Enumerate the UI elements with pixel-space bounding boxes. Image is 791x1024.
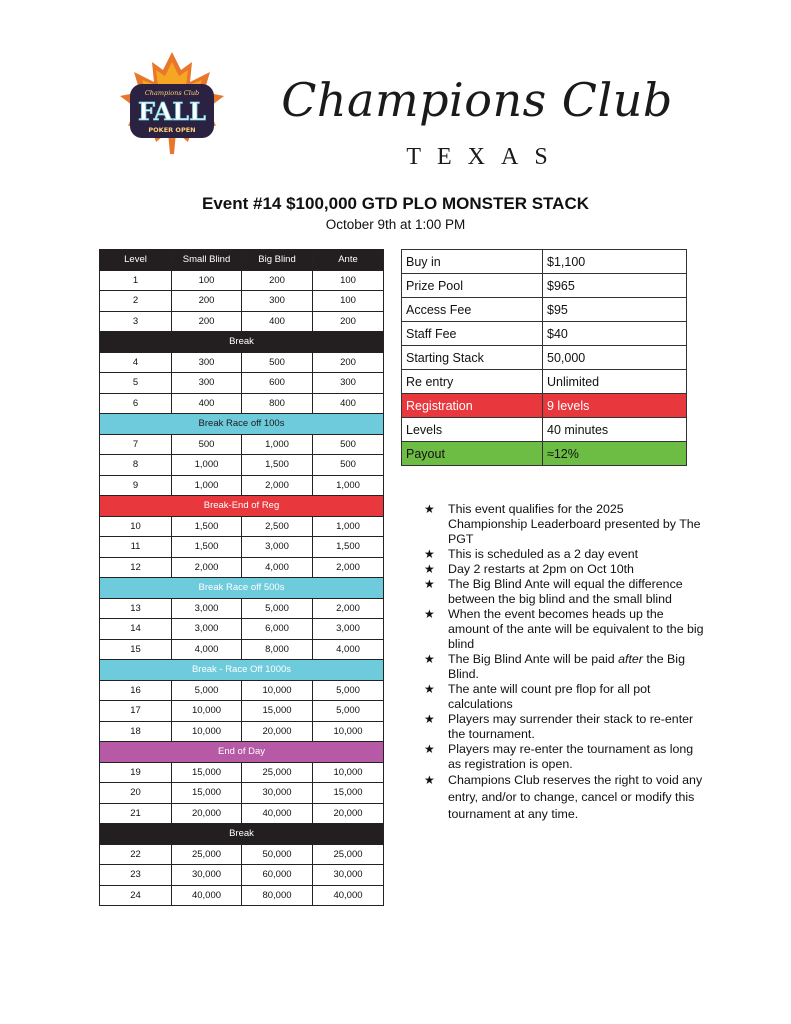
level-row <box>100 721 384 742</box>
big-blind-cell: 80,000 <box>242 885 313 906</box>
level-row <box>100 803 384 824</box>
level-cell: 11 <box>100 537 172 558</box>
note-text: This event qualifies for the 2025 Championship Leaderboard presented by The PGT <box>448 502 701 546</box>
logo-main-text: FALL <box>137 97 207 126</box>
small-blind-cell: 100 <box>172 270 242 291</box>
star-icon: ★ <box>424 502 435 516</box>
note-text: Champions Club reserves the right to void any entry, and/or to change, cancel or modify this tournament at any time. <box>448 773 703 821</box>
big-blind-cell: 300 <box>242 291 313 312</box>
level-cell: 19 <box>100 762 172 783</box>
big-blind-cell: 800 <box>242 393 313 414</box>
info-value: 40 minutes <box>543 418 687 442</box>
header-ante: Ante <box>313 250 384 271</box>
note-text-before: The Big Blind Ante will be paid <box>448 652 619 666</box>
ante-cell: 1,500 <box>313 537 384 558</box>
note-text-em: after <box>618 652 643 666</box>
level-row <box>100 885 384 906</box>
small-blind-cell: 500 <box>172 434 242 455</box>
level-cell: 2 <box>100 291 172 312</box>
note-text-after: the Big Blind. <box>448 652 685 681</box>
brand-name: Champions Club <box>281 73 673 127</box>
info-row <box>402 322 687 346</box>
level-row <box>100 865 384 886</box>
ante-cell: 25,000 <box>313 844 384 865</box>
info-key: Staff Fee <box>402 322 543 346</box>
info-row <box>402 274 687 298</box>
break-row <box>100 578 384 599</box>
brand-header <box>262 70 692 171</box>
star-icon: ★ <box>424 682 435 696</box>
break-row <box>100 496 384 517</box>
level-row <box>100 598 384 619</box>
big-blind-cell: 60,000 <box>242 865 313 886</box>
info-key: Access Fee <box>402 298 543 322</box>
big-blind-cell: 20,000 <box>242 721 313 742</box>
level-cell: 7 <box>100 434 172 455</box>
break-label: Break <box>100 332 384 353</box>
big-blind-cell: 6,000 <box>242 619 313 640</box>
note-item <box>424 577 704 607</box>
info-value: 50,000 <box>543 346 687 370</box>
small-blind-cell: 30,000 <box>172 865 242 886</box>
level-row <box>100 393 384 414</box>
level-cell: 9 <box>100 475 172 496</box>
star-icon: ★ <box>424 773 435 787</box>
ante-cell: 4,000 <box>313 639 384 660</box>
info-value: $95 <box>543 298 687 322</box>
level-cell: 20 <box>100 783 172 804</box>
small-blind-cell: 10,000 <box>172 701 242 722</box>
event-title: Event #14 $100,000 GTD PLO MONSTER STACK <box>201 194 590 213</box>
small-blind-cell: 200 <box>172 291 242 312</box>
level-cell: 6 <box>100 393 172 414</box>
header-level: Level <box>100 250 172 271</box>
small-blind-cell: 10,000 <box>172 721 242 742</box>
blind-structure-table <box>99 249 384 906</box>
note-text: Players may re-enter the tournament as long as registration is open. <box>448 742 694 771</box>
info-row <box>402 250 687 274</box>
small-blind-cell: 1,000 <box>172 475 242 496</box>
small-blind-cell: 20,000 <box>172 803 242 824</box>
small-blind-cell: 1,500 <box>172 537 242 558</box>
level-cell: 8 <box>100 455 172 476</box>
ante-cell: 5,000 <box>313 680 384 701</box>
level-row <box>100 352 384 373</box>
note-text: Players may surrender their stack to re-enter the tournament. <box>448 712 694 741</box>
info-row <box>402 298 687 322</box>
big-blind-cell: 200 <box>242 270 313 291</box>
info-row <box>402 418 687 442</box>
small-blind-cell: 1,500 <box>172 516 242 537</box>
small-blind-cell: 300 <box>172 373 242 394</box>
info-key: Buy in <box>402 250 543 274</box>
level-cell: 18 <box>100 721 172 742</box>
info-key: Levels <box>402 418 543 442</box>
level-row <box>100 701 384 722</box>
note-item <box>424 712 704 742</box>
star-icon: ★ <box>424 547 435 561</box>
ante-cell: 3,000 <box>313 619 384 640</box>
level-row <box>100 270 384 291</box>
level-cell: 21 <box>100 803 172 824</box>
note-item <box>424 607 704 652</box>
level-cell: 17 <box>100 701 172 722</box>
ante-cell: 15,000 <box>313 783 384 804</box>
note-text: This is scheduled as a 2 day event <box>448 547 639 561</box>
maple-leaf-icon <box>118 50 226 156</box>
fall-poker-open-logo <box>118 50 226 156</box>
header-big-blind: Big Blind <box>242 250 313 271</box>
small-blind-cell: 15,000 <box>172 783 242 804</box>
level-cell: 5 <box>100 373 172 394</box>
small-blind-cell: 25,000 <box>172 844 242 865</box>
level-row <box>100 373 384 394</box>
level-row <box>100 619 384 640</box>
info-key: Starting Stack <box>402 346 543 370</box>
small-blind-cell: 40,000 <box>172 885 242 906</box>
ante-cell: 10,000 <box>313 762 384 783</box>
big-blind-cell: 50,000 <box>242 844 313 865</box>
small-blind-cell: 4,000 <box>172 639 242 660</box>
big-blind-cell: 5,000 <box>242 598 313 619</box>
note-text: When the event becomes heads up the amount of the ante will be equivalent to the big blind <box>448 607 704 651</box>
level-row <box>100 291 384 312</box>
level-row <box>100 783 384 804</box>
ante-cell: 500 <box>313 455 384 476</box>
big-blind-cell: 3,000 <box>242 537 313 558</box>
level-cell: 4 <box>100 352 172 373</box>
level-row <box>100 557 384 578</box>
note-text: The Big Blind Ante will equal the difference between the big blind and the small blind <box>448 577 683 606</box>
note-text: Day 2 restarts at 2pm on Oct 10th <box>448 562 634 576</box>
level-cell: 1 <box>100 270 172 291</box>
info-row <box>402 394 687 418</box>
ante-cell: 10,000 <box>313 721 384 742</box>
ante-cell: 5,000 <box>313 701 384 722</box>
break-row <box>100 332 384 353</box>
ante-cell: 200 <box>313 352 384 373</box>
ante-cell: 400 <box>313 393 384 414</box>
star-icon: ★ <box>424 577 435 591</box>
note-item <box>424 772 704 823</box>
level-row <box>100 639 384 660</box>
star-icon: ★ <box>424 742 435 756</box>
level-cell: 14 <box>100 619 172 640</box>
break-row <box>100 824 384 845</box>
break-label: Break Race off 100s <box>100 414 384 435</box>
star-icon: ★ <box>424 712 435 726</box>
level-row <box>100 434 384 455</box>
star-icon: ★ <box>424 607 435 621</box>
small-blind-cell: 3,000 <box>172 619 242 640</box>
big-blind-cell: 2,500 <box>242 516 313 537</box>
big-blind-cell: 25,000 <box>242 762 313 783</box>
info-key: Registration <box>402 394 543 418</box>
break-label: Break-End of Reg <box>100 496 384 517</box>
break-row <box>100 414 384 435</box>
big-blind-cell: 4,000 <box>242 557 313 578</box>
logo-top-text: Champions Club <box>144 89 200 97</box>
ante-cell: 30,000 <box>313 865 384 886</box>
level-cell: 12 <box>100 557 172 578</box>
info-value: $1,100 <box>543 250 687 274</box>
big-blind-cell: 30,000 <box>242 783 313 804</box>
level-cell: 15 <box>100 639 172 660</box>
ante-cell: 200 <box>313 311 384 332</box>
small-blind-cell: 3,000 <box>172 598 242 619</box>
info-value: Unlimited <box>543 370 687 394</box>
level-row <box>100 680 384 701</box>
info-row <box>402 442 687 466</box>
info-row <box>402 370 687 394</box>
level-cell: 13 <box>100 598 172 619</box>
level-cell: 16 <box>100 680 172 701</box>
break-row <box>100 660 384 681</box>
big-blind-cell: 500 <box>242 352 313 373</box>
ante-cell: 300 <box>313 373 384 394</box>
level-row <box>100 475 384 496</box>
small-blind-cell: 200 <box>172 311 242 332</box>
ante-cell: 100 <box>313 270 384 291</box>
note-item <box>424 562 704 577</box>
break-label: Break <box>100 824 384 845</box>
small-blind-cell: 2,000 <box>172 557 242 578</box>
big-blind-cell: 8,000 <box>242 639 313 660</box>
info-value: $965 <box>543 274 687 298</box>
level-cell: 22 <box>100 844 172 865</box>
note-item <box>424 652 704 682</box>
big-blind-cell: 10,000 <box>242 680 313 701</box>
logo-sub-text: POKER OPEN <box>148 126 196 134</box>
ante-cell: 40,000 <box>313 885 384 906</box>
level-cell: 10 <box>100 516 172 537</box>
small-blind-cell: 400 <box>172 393 242 414</box>
level-cell: 24 <box>100 885 172 906</box>
level-row <box>100 537 384 558</box>
ante-cell: 20,000 <box>313 803 384 824</box>
tournament-notes <box>424 502 704 823</box>
level-row <box>100 311 384 332</box>
info-value: 9 levels <box>543 394 687 418</box>
ante-cell: 2,000 <box>313 557 384 578</box>
ante-cell: 1,000 <box>313 475 384 496</box>
big-blind-cell: 600 <box>242 373 313 394</box>
header-small-blind: Small Blind <box>172 250 242 271</box>
info-value: ≈12% <box>543 442 687 466</box>
break-label: End of Day <box>100 742 384 763</box>
note-item <box>424 682 704 712</box>
event-date: October 9th at 1:00 PM <box>325 217 466 232</box>
note-item <box>424 742 704 772</box>
level-cell: 23 <box>100 865 172 886</box>
small-blind-cell: 300 <box>172 352 242 373</box>
small-blind-cell: 15,000 <box>172 762 242 783</box>
info-value: $40 <box>543 322 687 346</box>
level-row <box>100 762 384 783</box>
small-blind-cell: 1,000 <box>172 455 242 476</box>
blind-table-header <box>100 250 384 271</box>
brand-subtitle: TEXAS <box>406 144 564 170</box>
break-row <box>100 742 384 763</box>
small-blind-cell: 5,000 <box>172 680 242 701</box>
level-row <box>100 455 384 476</box>
note-item <box>424 547 704 562</box>
big-blind-cell: 2,000 <box>242 475 313 496</box>
big-blind-cell: 400 <box>242 311 313 332</box>
ante-cell: 2,000 <box>313 598 384 619</box>
info-key: Payout <box>402 442 543 466</box>
info-key: Re entry <box>402 370 543 394</box>
big-blind-cell: 1,500 <box>242 455 313 476</box>
note-item <box>424 502 704 547</box>
big-blind-cell: 15,000 <box>242 701 313 722</box>
star-icon: ★ <box>424 652 435 666</box>
note-text: The ante will count pre flop for all pot calculations <box>448 682 651 711</box>
big-blind-cell: 1,000 <box>242 434 313 455</box>
level-cell: 3 <box>100 311 172 332</box>
info-row <box>402 346 687 370</box>
tournament-info-table <box>401 249 687 466</box>
big-blind-cell: 40,000 <box>242 803 313 824</box>
ante-cell: 100 <box>313 291 384 312</box>
ante-cell: 1,000 <box>313 516 384 537</box>
info-key: Prize Pool <box>402 274 543 298</box>
break-label: Break Race off 500s <box>100 578 384 599</box>
star-icon: ★ <box>424 562 435 576</box>
level-row <box>100 844 384 865</box>
level-row <box>100 516 384 537</box>
ante-cell: 500 <box>313 434 384 455</box>
break-label: Break - Race Off 1000s <box>100 660 384 681</box>
